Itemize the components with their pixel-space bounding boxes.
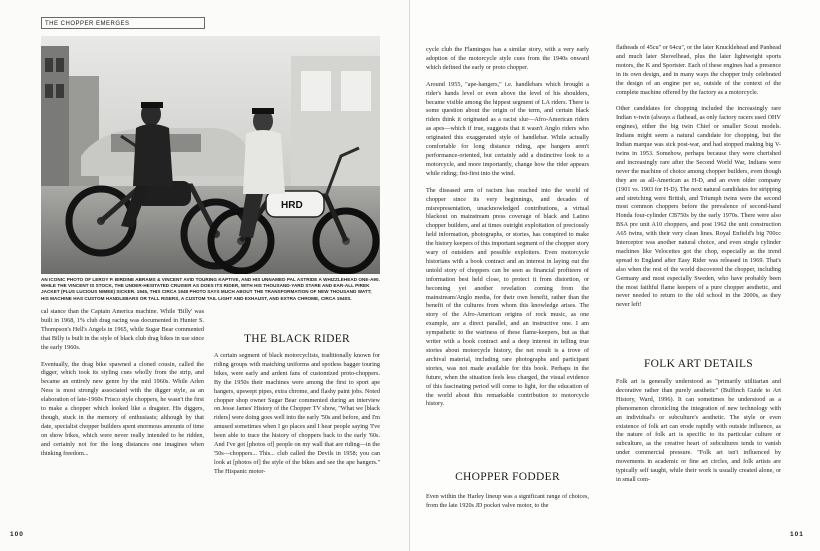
archival-photo — [41, 36, 380, 274]
page-number-left: 100 — [10, 531, 24, 538]
section-heading-folk-art: FOLK ART DETAILS — [643, 358, 754, 370]
right-column-1-continued — [426, 493, 589, 519]
tank-lettering: HRD — [281, 200, 303, 211]
paragraph: Other candidates for chopping included the increasingly rare Indian v-twin (always a flathead, as only factory racers used OHV engines), either the big twin Chief or smaller Scout models. Indians might seem a natural candidate for chopping, but the Indian marque was sick post-war, and had stopped making big V-twins in 1953. Somehow, perhaps because they were cherished and increasingly rare after the Second World War, Indians were never the machine of choice among chopper builders, even though they are as all-American as H-D, and an even older company (1901 vs. 1903 for H-D). The next natural candidates for stripping and stretching were British, and Triumph twins were the second most common choppers before the prevalence of second-hand Honda four-cylinder CB750s by the early 1970s. There were also BSA pre unit A10 choppers, and post 1962 the unit construction A65 twins, with their very clean lines. Royal Enfield's big 700cc Interceptor was another natural choice, and even single cylinder machines like Velocettes got the chop, especially as the trend spread to England after Easy Rider was released in 1969. That's also when the rest of the world discovered the chopper, including Germany and most especially Sweden, who have probably been the most faithful flame keepers of a pure chopper aesthetic, and never needed to return to the old school in the 2000s, as they never left! — [616, 105, 781, 309]
running-head: THE CHOPPER EMERGES — [41, 17, 205, 29]
paragraph: Eventually, the drag bike spawned a cloned cousin, called the digger, which took its styling cues wholly from the strip, and became an entirely new genre by the mid 1960s. While Arlen Ness is most strongly associated with the digger style, as an elaboration of late-1960s Frisco style choppers, he wasn't the first to make a chopper which looked like a dragster. His diggers, though, stuck in the memory of enthusiasts; although by that date, specialist chopper builders spent enormous amounts of time on show bikes, which were never really intended to be ridden, and certainly not for the long distances one imagines when thinking freedom... — [41, 360, 204, 457]
photo-caption: AN ICONIC PHOTO OF LEROY P. BIRDINE ABRAMS & VINCENT AVID TOURING KAPTIVE, AND HIS UNNAMED PAL ASTRIDE A WHIZZLEHEAD ONE-A90. WHILE THE VINCENT IS STOCK, THE UNDER-HESITATED CRUISER AS DOES ITS RIDER, WITH HIS THOUSAND-YARD STARE AND EAR-ALL PIREK JACKET (PLUS LUCIOUS NIMEE) SICKER. 1945, THIS CIRCA 1948 PHOTO SAYS MUCH ABOUT THE TRANSFORMATION OF NEW THOUSAND WATT; HIS MACHINE HAS CUSTOM HANDLEBARS OR TALL RISERS, A CUSTOM TAIL LIGHT AND EXHAUST, AND EXTRA CHROME, CIRCA 1940S. — [41, 277, 380, 301]
right-column-1 — [426, 46, 589, 417]
section-heading-black-rider: THE BLACK RIDER — [243, 333, 351, 345]
right-column-2-continued — [616, 378, 781, 493]
section-heading-chopper-fodder: CHOPPER FODDER — [455, 471, 560, 483]
paragraph: The diseased arm of racism has reached into the world of chopper since its very beginnings, and decades of misrepresentation, unacknowledged contributions, a virtual blackout on mainstream press coverage of black and Latino chopper builders, and at times outright exploitation of preciously held information, photographs, or stories, has conspired to make the history keepers of this important segment of the chopper story wary of outsiders and possible exploiters. Even motorcycle historians with a book contract and an interest in laying out the untold story of choppers can be seen as financial profiteers of information best held close, to protect it from distortion, or becoming yet another revelation coming from the mainstream/Anglo media, for their own benefit, rather than the benefit of the cultures from whom this knowledge arises. The story of the Afro-American origins of rock music, as one example, are a direct parallel, and an instructive one. I am sympathetic to the wariness of these flame-keepers, but as that writer with a book contract and a deep interest in telling true stories about motorcycle history, the net result is a trove of archival material, including rare photographs and participant stories, was not made available for this book. Perhaps in the future, when the situation feels less charged, the visual evidence of this fascinating period will come to light, for the education of the world about this remarkable contribution to motorcycle history. — [426, 186, 589, 408]
paragraph: Folk art is generally understood as "primarily utilitarian and decorative rather than purely aesthetic" (Bulfinch Guide to Art History, Ward, 1996). It can sometimes be understood as a phenomenon chronicling the integration of new technology with an individual's or subculture's aesthetic. The style or even existence of folk art can erode rapidly with outside influence, as the nature of folk art is specific to its particular culture or subculture, as the creative heart of subcultures tends to vanish under commercial pressure. "Folk art isn't influenced by movements in academic or fine art circles, and folk artists are typically self taught, while their work is usually created alone, or in small com- — [616, 378, 781, 483]
paragraph: cycle club the Flamingos has a similar story, with a very early adoption of the motorcycle style cues from the 1940s onward which defined the early or proto chopper. — [426, 46, 589, 71]
left-column-2 — [214, 352, 380, 485]
paragraph: A certain segment of black motorcyclists, traditionally known for riding groups with matching uniforms and spotless bagger touring bikes, were early and ardent fans of customized proto-choppers. By the 1950s their machines were among the first to sport ape hangers, upswept pipes, extra chrome, and flashy paint jobs. Noted chopper shop owner Sugar Bear commented during an interview on Jesse James' History of the Chopper TV show, "What we [black riders] were doing goes well into the early '50s and before, and I'm amused sometimes when I go places and I hear people saying 'I've been able to trace the history of choppers back to the early '60s. And I've got [photos of] people on my wall that are riding—in the '50s—choppers... This... club called the Devils in 1958; you can look at [photos of] the style of the bikes and see the ape hangers." The Hispanic motor- — [214, 352, 380, 475]
page-number-right: 101 — [790, 531, 804, 538]
paragraph: Even within the Harley lineup was a significant range of choices, from the late 1920s JD pocket valve motor, to the — [426, 493, 589, 509]
paragraph: flatheads of 45cu" or 64cu", or the later Knucklehead and Panhead and much later Shovelhead, plus the later lightweight sports motors, the K and Sportster. Each of these engines had a presence in its own design, and in many ways the chopper truly celebrated the design of an engine per se, outside of the context of the complete machine offered by the factory as a motorcycle. — [616, 44, 782, 96]
right-column-2 — [616, 44, 781, 318]
motorcycle-photo-illustration — [41, 36, 380, 274]
left-column-1 — [41, 308, 204, 467]
paragraph: Around 1955, "ape-hangers," i.e. handlebars which brought a rider's hands level or even above the level of his shoulders, became visible among the hippest segment of LA riders. There is some question about the origin of the term, and certain black riders think it originated as a racist slur—Afro-American riders as apes—which if true, suggests that it wasn't Anglo riders who originated this exaggerated style of handlebar. While actually comfortable for long distance riding, ape hangers aren't performance-oriented, but certainly add a distinctive look to a motorcycle, and more importantly, change how the rider appears while riding; fist-first into the wind. — [426, 80, 589, 177]
paragraph: cal stance than the Captain America machine. While 'Billy' was built in 1968, 1% club drag racing was documented in Hunter S. Thompson's Hell's Angels in 1965, while Sugar Bear commented that Billy is built in the style of black club drag bikes in use since the early 1960s. — [41, 308, 204, 351]
right-page — [410, 0, 820, 551]
